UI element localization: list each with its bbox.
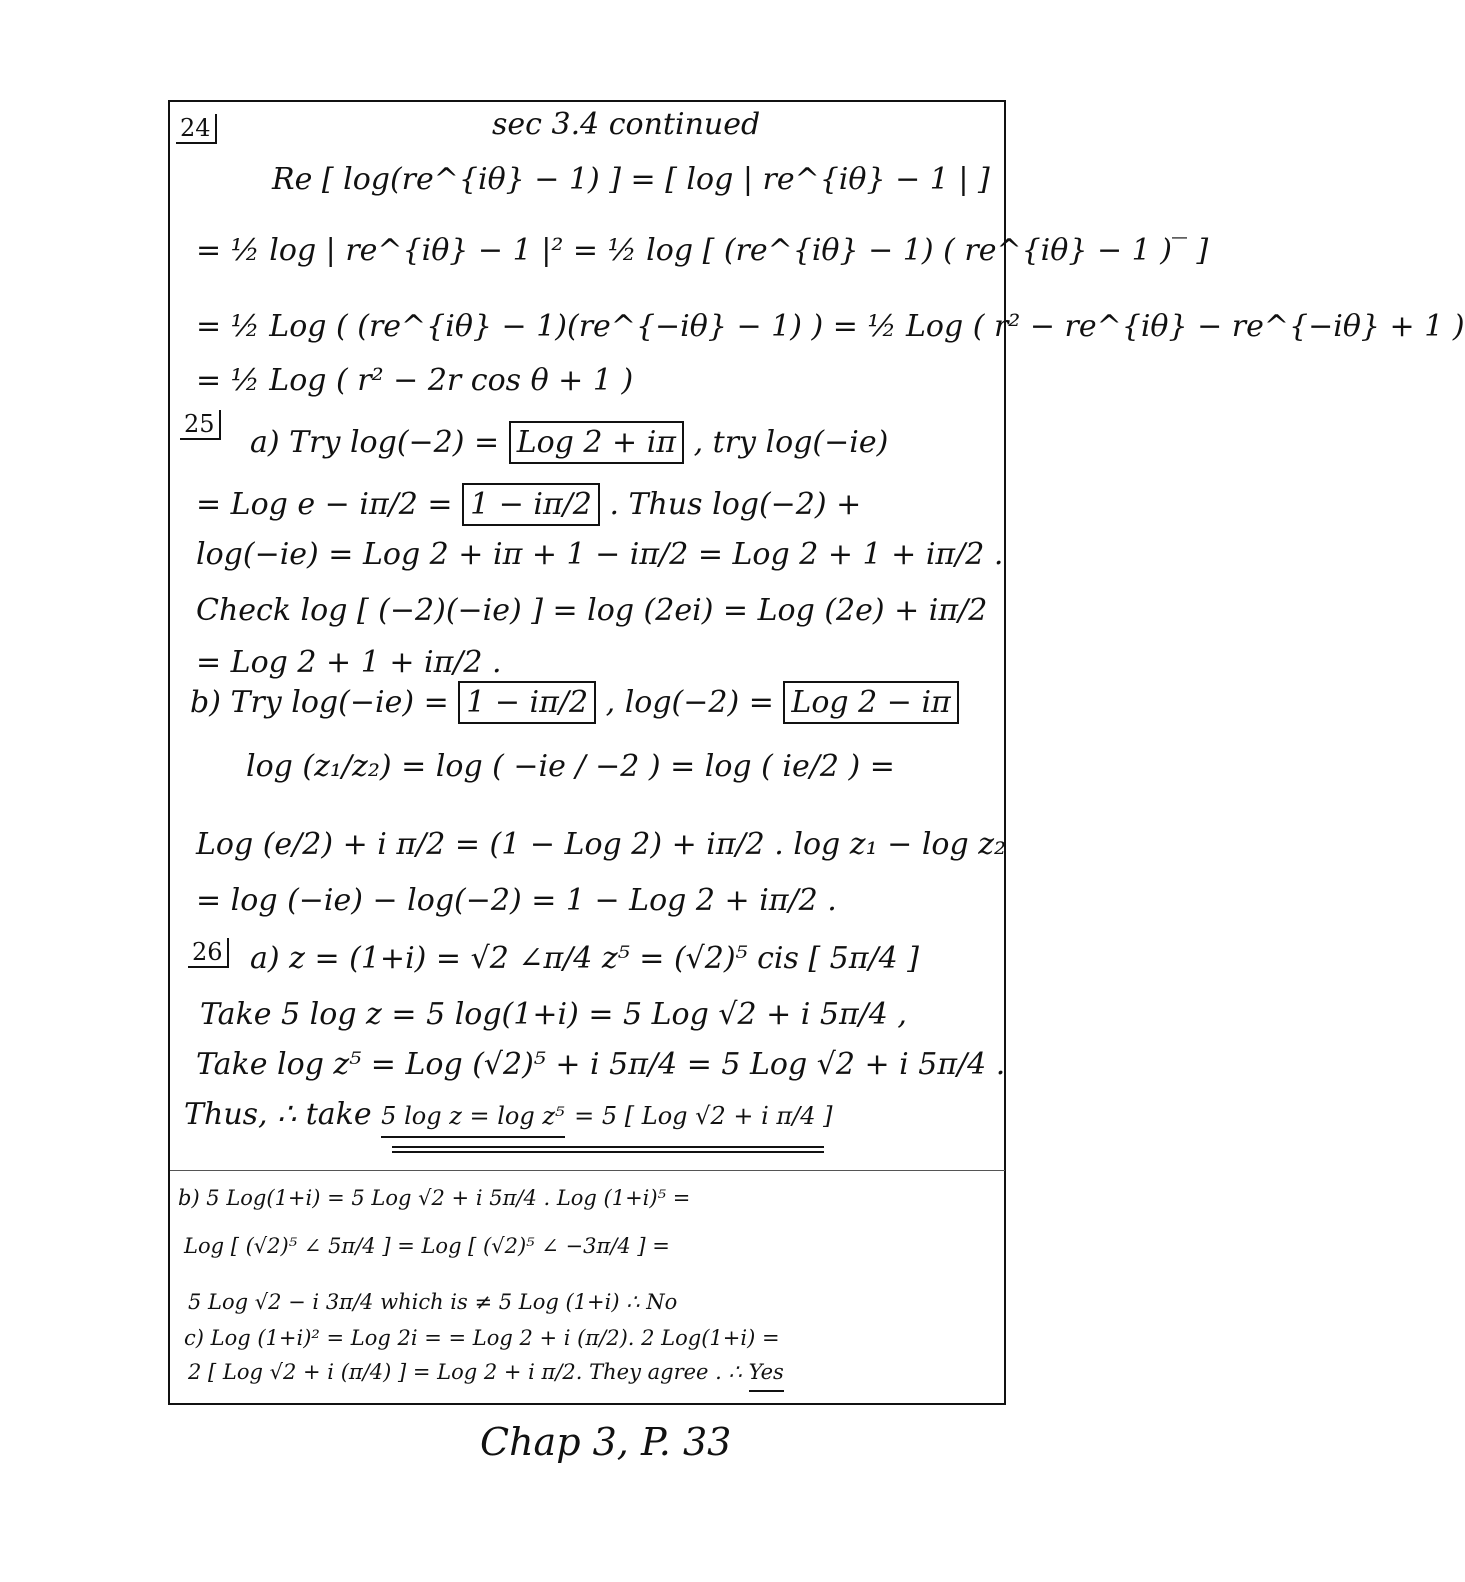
math-line-19: Log [ (√2)⁵ ∠ 5π/4 ] = Log [ (√2)⁵ ∠ −3π/4 ] = (184, 1234, 670, 1258)
math-line-7: log(−ie) = Log 2 + iπ + 1 − iπ/2 = Log 2 + 1 + iπ/2 . (196, 537, 1004, 572)
boxed-answer: 1 − iπ/2 (458, 681, 596, 724)
math-line-8: Check log [ (−2)(−ie) ] = log (2ei) = Log (2e) + iπ/2 (196, 593, 988, 628)
math-line-11: log (z₁/z₂) = log ( −ie / −2 ) = log ( ie/2 ) = (246, 749, 895, 784)
math-line-1: Re [ log(re^{iθ} − 1) ] = [ log | re^{iθ} − 1 | ] (272, 162, 990, 197)
math-line-14: a) z = (1+i) = √2 ∠π/4 z⁵ = (√2)⁵ cis [ 5π/4 ] (250, 941, 919, 976)
math-line-17: Thus, ∴ take 5 log z = log z⁵ = 5 [ Log √2 + i π/4 ] (184, 1100, 833, 1130)
math-line-10: b) Try log(−ie) = 1 − iπ/2 , log(−2) = Log 2 − iπ (190, 688, 959, 718)
math-line-21: c) Log (1+i)² = Log 2i = = Log 2 + i (π/2). 2 Log(1+i) = (184, 1326, 780, 1350)
math-line-13: = log (−ie) − log(−2) = 1 − Log 2 + iπ/2 . (196, 883, 837, 918)
math-line-22: 2 [ Log √2 + i (π/4) ] = Log 2 + i π/2. They agree . ∴ Yes (188, 1362, 784, 1383)
math-line-9: = Log 2 + 1 + iπ/2 . (196, 645, 502, 680)
boxed-answer: Log 2 + iπ (509, 421, 684, 464)
double-underline (392, 1146, 824, 1153)
underlined-result: 5 log z = log z⁵ (381, 1102, 564, 1138)
section-title: sec 3.4 continued (492, 107, 761, 142)
boxed-answer: Log 2 − iπ (783, 681, 958, 724)
math-line-12: Log (e/2) + i π/2 = (1 − Log 2) + iπ/2 . log z₁ − log z₂ (196, 827, 1007, 862)
page-caption: Chap 3, P. 33 (480, 1420, 732, 1464)
math-line-20: 5 Log √2 − i 3π/4 which is ≠ 5 Log (1+i) ∴ No (188, 1290, 678, 1314)
math-line-4: = ½ Log ( r² − 2r cos θ + 1 ) (196, 363, 634, 398)
math-line-15: Take 5 log z = 5 log(1+i) = 5 Log √2 + i 5π/4 , (200, 997, 907, 1032)
math-line-5: a) Try log(−2) = Log 2 + iπ , try log(−ie) (250, 428, 888, 458)
math-line-6: = Log e − iπ/2 = 1 − iπ/2 . Thus log(−2) + (196, 490, 861, 520)
section-divider (170, 1170, 1005, 1171)
math-line-16: Take log z⁵ = Log (√2)⁵ + i 5π/4 = 5 Log √2 + i 5π/4 . (196, 1047, 1006, 1082)
math-line-2: = ½ log | re^{iθ} − 1 |² = ½ log [ (re^{iθ} − 1) ( re^{iθ} − 1 )‾ ] (196, 233, 1209, 268)
problem-number-24: 24 (176, 112, 217, 142)
answer-yes: Yes (749, 1360, 784, 1392)
problem-number-26: 26 (188, 940, 229, 964)
math-line-3: = ½ Log ( (re^{iθ} − 1)(re^{−iθ} − 1) ) = ½ Log ( r² − re^{iθ} − re^{−iθ} + 1 ) (196, 309, 1465, 344)
math-line-18: b) 5 Log(1+i) = 5 Log √2 + i 5π/4 . Log (1+i)⁵ = (178, 1186, 691, 1210)
problem-number-25: 25 (180, 412, 221, 436)
boxed-answer: 1 − iπ/2 (462, 483, 600, 526)
